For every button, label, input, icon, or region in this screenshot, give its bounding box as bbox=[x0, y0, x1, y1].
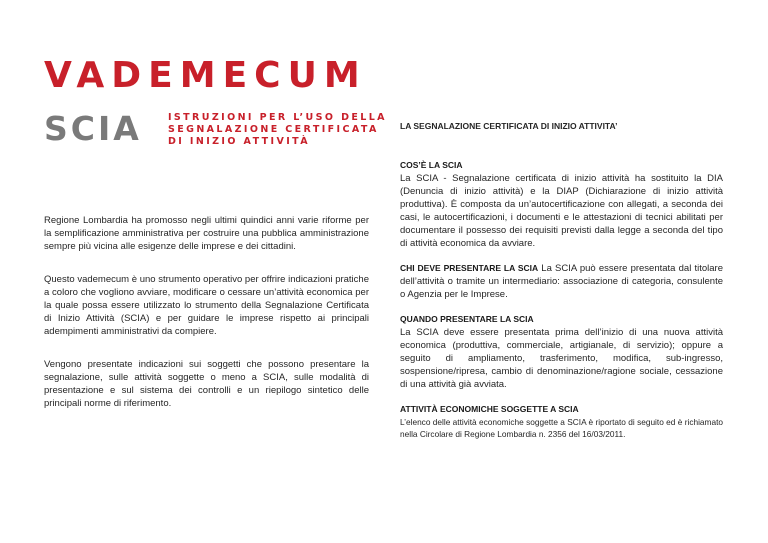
subtitle-line: DI INIZIO ATTIVITÀ bbox=[168, 136, 311, 147]
intro-paragraph: Regione Lombardia ha promosso negli ultimi quindici anni varie riforme per la semplificazione amministrativa per costruire una pubblica amministrazione sempre più vicina alle esigenze delle imprese e dei cittadini. bbox=[44, 215, 369, 252]
section-body: La SCIA può essere presentata dal titolare dell’attività o tramite un intermediario: associazione di categoria, consulente o Agenzia per le Imprese. bbox=[400, 263, 723, 300]
section-main-title: LA SEGNALAZIONE CERTIFICATA DI INIZIO ATTIVITA’ bbox=[400, 121, 618, 131]
section-body: L’elenco delle attività economiche soggette a SCIA è riportato di seguito ed è richiamato nella Circolare di Regione Lombardia n. 2356 del 16/03/2011. bbox=[400, 417, 723, 439]
section-heading: CHI DEVE PRESENTARE LA SCIA bbox=[400, 263, 539, 273]
section-who bbox=[400, 262, 723, 301]
details-column bbox=[400, 120, 723, 452]
subtitle-line: SEGNALAZIONE CERTIFICATA bbox=[168, 124, 379, 135]
section-heading: ATTIVITÀ ECONOMICHE SOGGETTE A SCIA bbox=[400, 404, 579, 414]
document-title: VADEMECUM bbox=[44, 55, 367, 96]
section-what-is bbox=[400, 159, 723, 250]
section-when bbox=[400, 313, 723, 391]
subtitle-line: ISTRUZIONI PER L’USO DELLA bbox=[168, 112, 387, 123]
section-heading: QUANDO PRESENTARE LA SCIA bbox=[400, 314, 534, 324]
section-activities bbox=[400, 403, 723, 440]
intro-column bbox=[44, 214, 369, 430]
intro-paragraph: Questo vademecum è uno strumento operativo per offrire indicazioni pratiche a coloro che vogliono avviare, modificare o cessare un’attività economica per la quale possa essere utilizzato lo strumento della Segnalazione Certificata di Inizio Attività (SCIA) e per guidare le imprese rispetto ai principali adempimenti amministrativi da compiere. bbox=[44, 274, 369, 337]
section-body: La SCIA - Segnalazione certificata di inizio attività ha sostituito la DIA (Denuncia di inizio attività) e la DIAP (Dichiarazione di inizio attività produttiva). È composta da un’autocertificazione con allegati, a seconda dei casi, le autocertificazioni, i documenti e le attestazioni di tecnici abilitati per documentare il possesso dei requisiti previsti dalla legge a seconda del tipo di attività economica da avviare. bbox=[400, 173, 723, 249]
section-body-inline bbox=[400, 262, 723, 301]
document-acronym: SCIA bbox=[44, 109, 142, 148]
section-heading: COS’È LA SCIA bbox=[400, 160, 463, 170]
intro-paragraph: Vengono presentate indicazioni sui soggetti che possono presentare la segnalazione, sulle attività soggette o meno a SCIA, sulle modalità di presentazione e sul sistema dei controlli e un riepilogo sintetico delle principali norme di riferimento. bbox=[44, 359, 369, 409]
section-body: La SCIA deve essere presentata prima dell’inizio di una nuova attività economica (produttiva, commerciale, artigianale, di servizio); oppure a seguito di ampliamento, trasferimento, modifica, sub-ingresso, sospensione/ripresa, cambio di denominazione/ragione sociale, cessazione di una attività già avviata. bbox=[400, 327, 723, 390]
document-subtitle bbox=[168, 112, 387, 148]
